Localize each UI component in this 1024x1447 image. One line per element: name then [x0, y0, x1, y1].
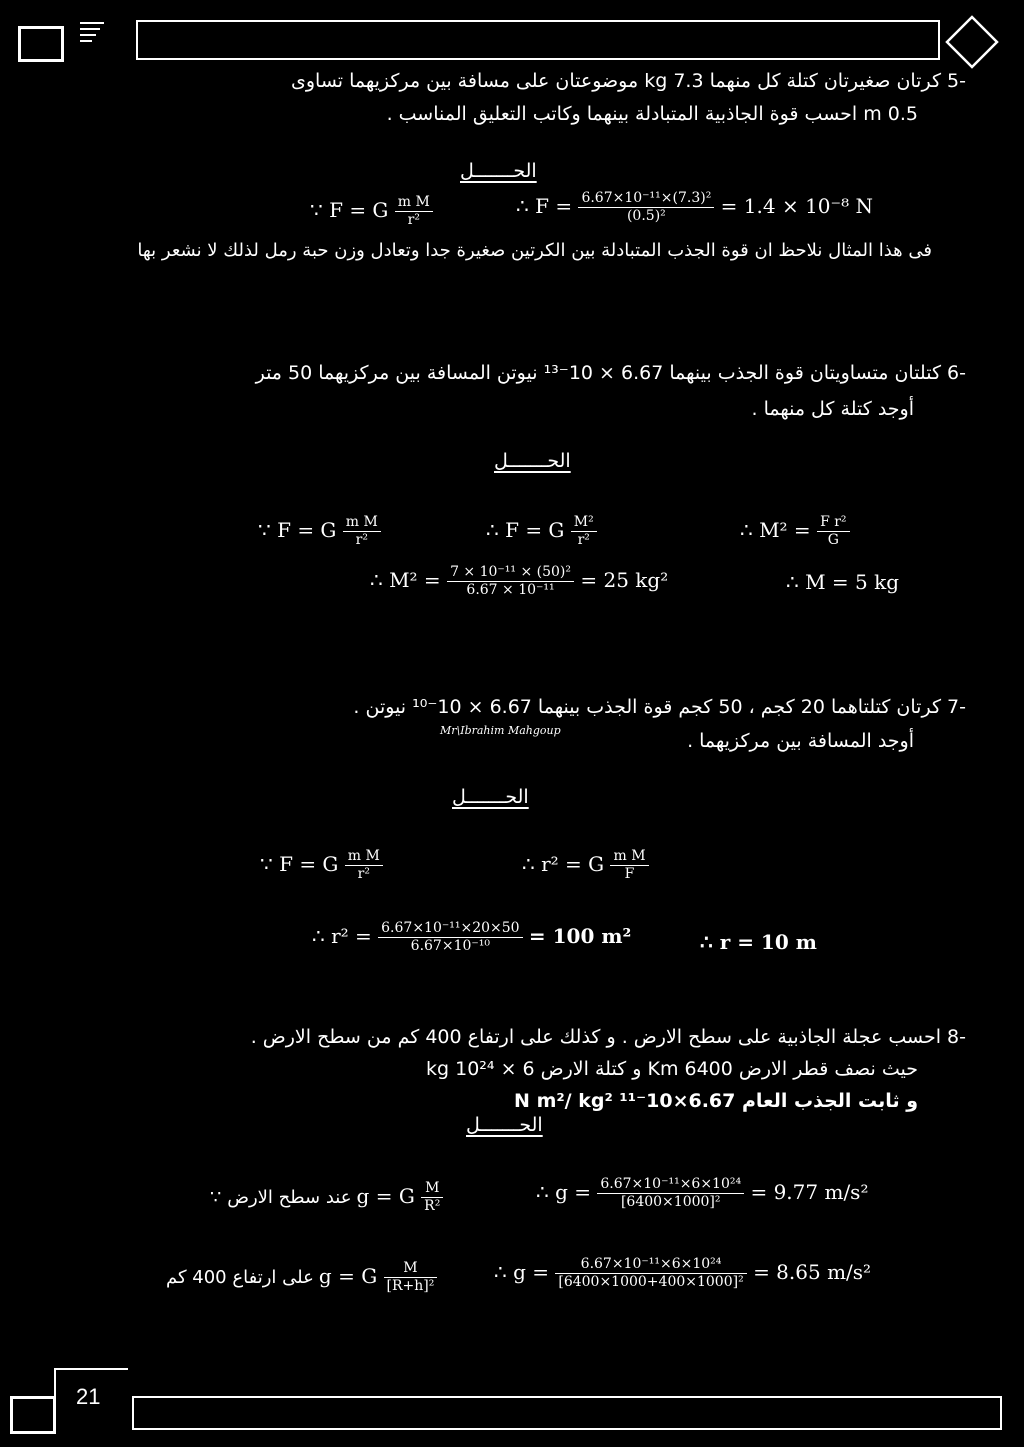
law-equation: ∵ F = G $\frac{\text{m M}}{\text{r²}}$ [310, 194, 433, 229]
step-2: ∴ r² = G $\frac{\text{m M}}{F}$ [522, 848, 649, 883]
step-1-calc: ∴ g = $\frac{\text{6.67×10⁻¹¹×6×10²⁴}}{\text{[6400×1000]²}}$ = 9.77 m/s² [536, 1176, 869, 1210]
step-2: ∴ F = G $\frac{\text{M²}}{\text{r²}}$ [486, 514, 597, 549]
problem-6-statement [256, 362, 966, 384]
problem-number: -6 [947, 362, 966, 384]
problem-7-statement [353, 696, 966, 718]
page-number-box [54, 1368, 128, 1426]
solution-heading: الحـــــــل [460, 160, 537, 182]
problem-8-statement-line2: حيث نصف قطر الارض 6400 Km و كتلة الارض 6 × 10²⁴ kg [425, 1058, 918, 1080]
problem-line: احسب عجلة الجاذبية على سطح الارض . و كذلك على ارتفاع 400 كم من سطح الارض . [250, 1026, 941, 1048]
problem-5-statement [291, 70, 966, 92]
step-4: ∴ M² = $\frac{\text{7 × 10⁻¹¹ × (50)²}}{\text{6.67 × 10⁻¹¹}}$ = 25 kg² [370, 564, 669, 598]
step-1: ∵ F = G $\frac{\text{m M}}{\text{r²}}$ [258, 514, 381, 549]
problem-8-statement-line3: و ثابت الجذب العام 6.67×10⁻¹¹ N m²/ kg² [514, 1090, 918, 1112]
footer-checkbox [10, 1396, 56, 1434]
problem-number: -8 [947, 1026, 966, 1048]
step-2-calc: ∴ g = $\frac{\text{6.67×10⁻¹¹×6×10²⁴}}{\text{[6400×1000+400×1000]²}}$ = 8.65 m/s² [494, 1256, 872, 1290]
step-3: ∴ M² = $\frac{\text{F r²}}{G}$ [740, 514, 850, 549]
problem-7-statement-line2: أوجد المسافة بين مركزيهما . [687, 730, 914, 752]
step-3: ∴ r² = $\frac{\text{6.67×10⁻¹¹×20×50}}{\text{6.67×10⁻¹⁰}}$ = 100 m² [312, 920, 632, 954]
step-1: ∵ عند سطح الارض g = G $\frac{M}{\text{R²}}$ [210, 1180, 443, 1215]
solution-heading: الحـــــــل [452, 786, 529, 808]
problem-6-statement-line2: أوجد كتلة كل منهما . [751, 398, 914, 420]
header-bar [136, 20, 940, 60]
step-1: ∵ F = G $\frac{\text{m M}}{\text{r²}}$ [260, 848, 383, 883]
problem-number: -5 [947, 70, 966, 92]
problem-number: -7 [947, 696, 966, 718]
diamond-icon [944, 14, 1000, 70]
solution-heading: الحـــــــل [494, 450, 571, 472]
calc-result: = 1.4 × 10⁻⁸ N [720, 194, 873, 218]
step-5: ∴ M = 5 kg [786, 570, 900, 594]
problem-line: كتلتان متساويتان قوة الجذب بينهما 6.67 × 10⁻¹³ نيوتن المسافة بين مركزيهما 50 متر [255, 362, 941, 384]
calc-equation: ∴ F = $\frac{\text{6.67×10⁻¹¹×(7.3)²}}{\text{(0.5)²}}$ = 1.4 × 10⁻⁸ N [516, 190, 873, 224]
problem-5-statement-line2: 0.5 m احسب قوة الجاذبية المتبادلة بينهما وكاتب التعليق المناسب . [386, 103, 918, 125]
problem-5-comment: فى هذا المثال نلاحظ ان قوة الجذب المتبادلة بين الكرتين صغيرة جدا وتعادل وزن حبة رمل لذلك لا نشعر بها [137, 240, 932, 261]
problem-line: كرتان صغيرتان كتلة كل منهما 7.3 kg موضوعتان على مسافة بين مركزيهما تساوى [291, 70, 941, 92]
problem-line: كرتان كتلتاهما 20 كجم ، 50 كجم قوة الجذب بينهما 6.67 × 10⁻¹⁰ نيوتن . [353, 696, 941, 718]
problem-8-statement [251, 1026, 966, 1048]
header-checkbox [18, 26, 64, 62]
solution-heading: الحـــــــل [466, 1114, 543, 1136]
page-number: 21 [76, 1384, 101, 1409]
footer-bar [132, 1396, 1002, 1430]
signature: Mr\Ibrahim Mahgoup [440, 724, 561, 737]
list-icon [78, 18, 114, 48]
step-2: على ارتفاع 400 كم g = G $\frac{M}{\text{[R+h]²}}$ [166, 1260, 437, 1295]
step-4: ∴ r = 10 m [700, 930, 817, 954]
